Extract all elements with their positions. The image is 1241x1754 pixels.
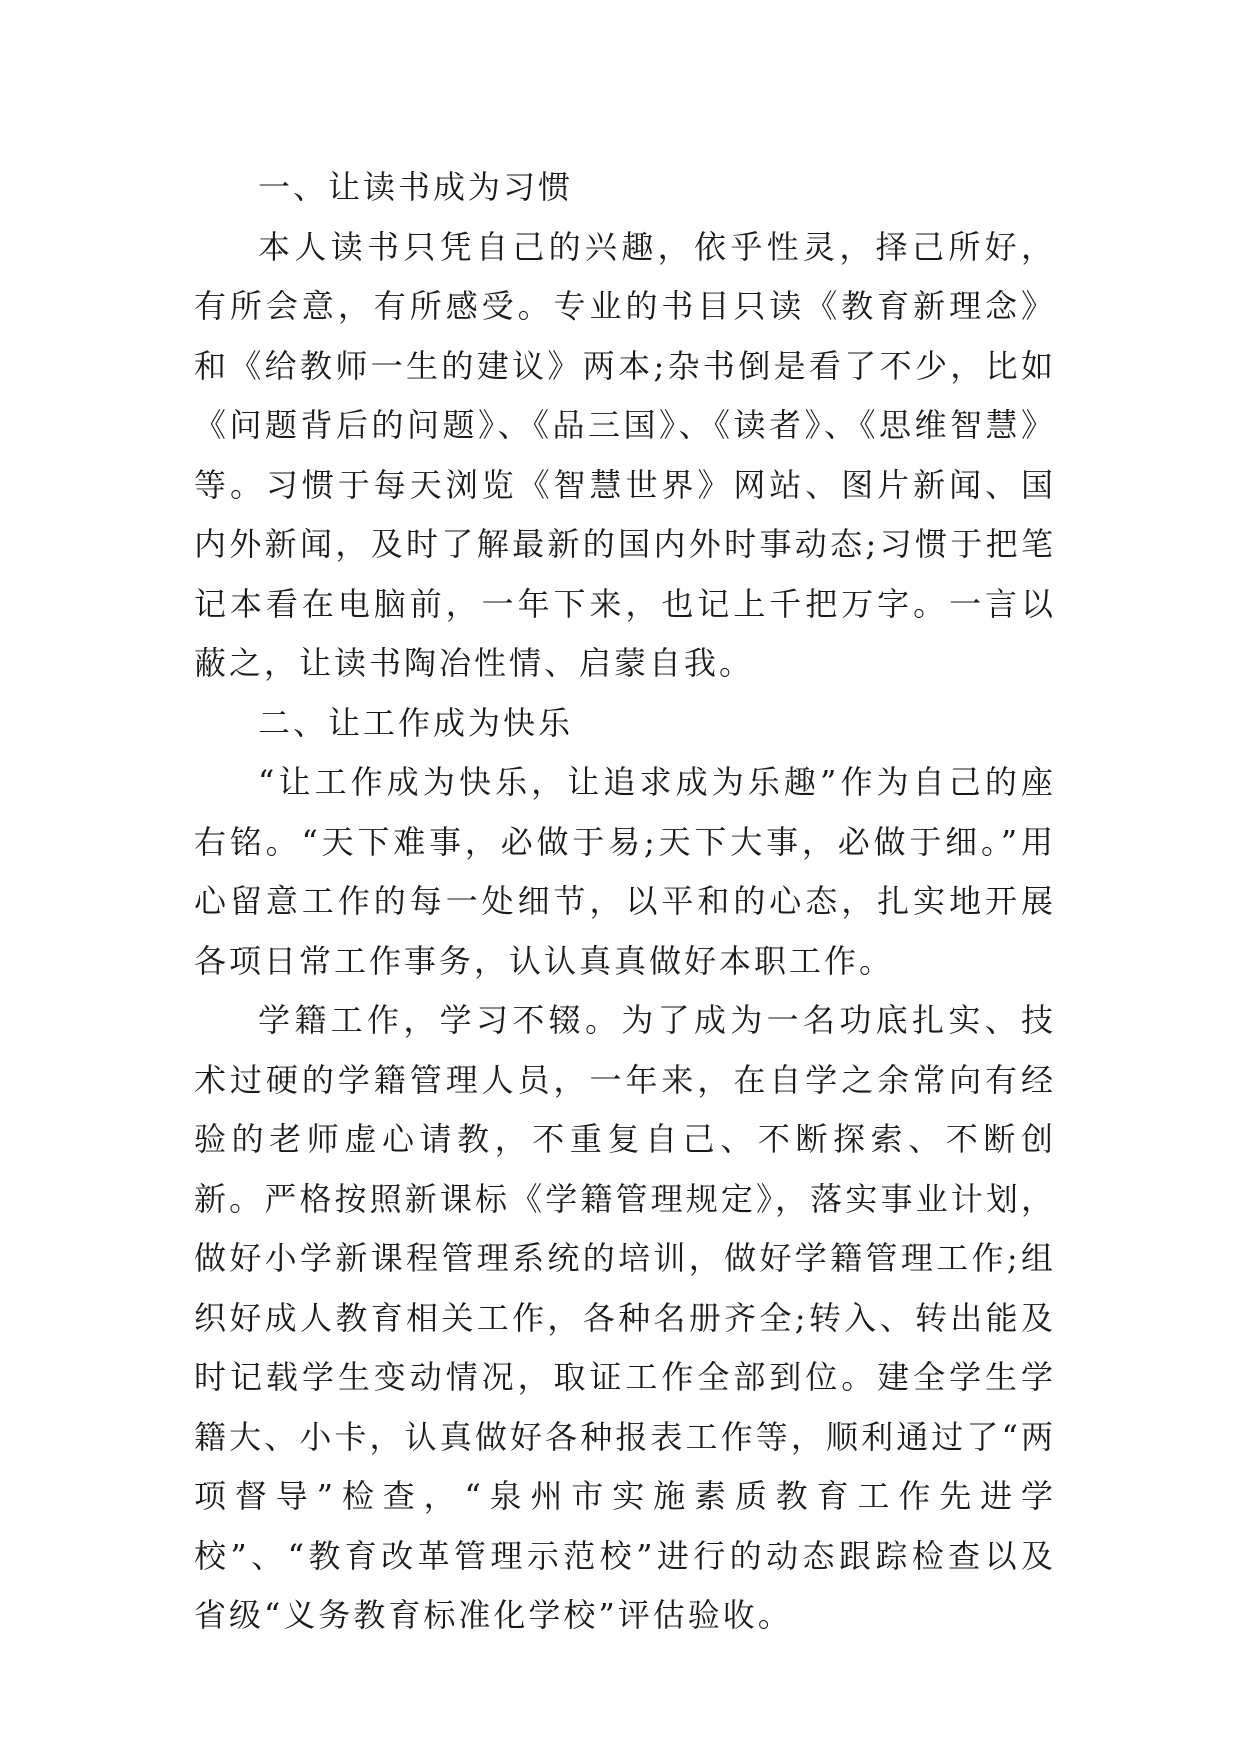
paragraph-student-records: 学籍工作，学习不辍。为了成为一名功底扎实、技术过硬的学籍管理人员，一年来，在自学之余常向有经验的老师虚心请教，不重复自己、不断探索、不断创新。严格按照新课标《学籍管理规定》，落实事业计划，做好小学新课程管理系统的培训，做好学籍管理工作;组织好成人教育相关工作，各种名册齐全;转入、转出能及时记载学生变动情况，取证工作全部到位。建全学生学籍大、小卡，认真做好各种报表工作等，顺利通过了“两项督导”检查，“泉州市实施素质教育工作先进学校”、“教育改革管理示范校”进行的动态跟踪检查以及省级“义务教育标准化学校”评估验收。 [194, 1001, 1056, 1634]
section-heading-1: 一、让读书成为习惯 [258, 168, 574, 206]
document-body [194, 158, 1056, 1646]
section-heading-2: 二、让工作成为快乐 [258, 703, 574, 742]
paragraph-reading: 本人读书只凭自己的兴趣，依乎性灵，择己所好，有所会意，有所感受。专业的书目只读《教育新理念》和《给教师一生的建议》两本;杂书倒是看了不少，比如《问题背后的问题》、《品三国》、《读者》、《思维智慧》等。习惯于每天浏览《智慧世界》网站、图片新闻、国内外新闻，及时了解最新的国内外时事动态;习惯于把笔记本看在电脑前，一年下来，也记上千把万字。一言以蔽之，让读书陶冶性情、启蒙自我。 [194, 227, 1056, 682]
paragraph-work-motto: “让工作成为快乐，让追求成为乐趣”作为自己的座右铭。“天下难事，必做于易;天下大事，必做于细。”用心留意工作的每一处细节，以平和的心态，扎实地开展各项日常工作事务，认认真真做好本职工作。 [194, 763, 1056, 980]
